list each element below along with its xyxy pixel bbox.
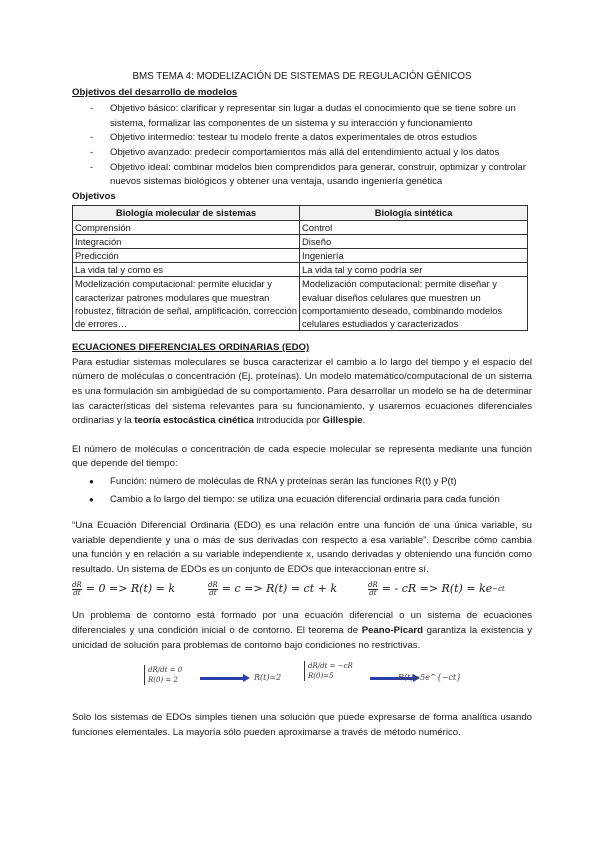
list-item: ● Cambio a lo largo del tiempo: se utiliza una ecuación diferencial ordinaria para cada función [72,493,532,508]
section-heading-objetivos-desarrollo: Objetivos del desarrollo de modelos [72,86,238,98]
objetivos-list [72,102,532,190]
table-row [73,248,528,262]
fraction-denominator: dt [209,588,217,597]
equations-row [72,578,532,600]
text-run: Para estudiar sistemas moleculares se busca caracterizar el cambio a lo largo del tiempo y el espacio del número de moléculas o concentración (Ej. proteínas). Un modelo matemático/computacional de un sistema es una formulación sin ambigüedad de su comportamiento. Para desarrollar un modelo se ha de determinar las características del sistema relevantes para su funcionamiento, y usaremos ecuaciones diferenciales ordinarias y la [72,356,532,427]
system-line: dR/dt = −cR [308,662,353,671]
fraction-denominator: dt [369,588,377,597]
equation-3 [368,582,505,597]
text-run: Un problema de contorno está formado por una ecuación diferencial o un sistema de ecuaciones diferenciales y una condición inicial o de contorno. El teorema de [72,610,532,637]
text-run: introducida por [253,415,323,427]
list-item: ● Función: número de moléculas de RNA y proteínas serán las funciones R(t) y P(t) [72,475,532,490]
column-header: Biología sintética [300,206,528,220]
list-item: - Objetivo avanzado: predecir comportamientos más allá del entendimiento actual y los datos [72,146,532,161]
paragraph-intro [72,356,532,429]
table-cell: Control [300,220,528,234]
systems-illustration [72,661,532,705]
solution-1: R(t)=2 [254,673,282,683]
table-cell: Integración [73,234,300,248]
table-cell: Ingeniería [300,248,528,262]
text-run: . [362,415,366,427]
equation-text: = 0 => R(t) = k [85,582,176,596]
document-page [72,70,532,740]
table-cell: Modelización computacional: permite diseñar y evaluar diseños celulares que muestren un comportamiento deseado, combinando modelos celulares estudiados y caracterizados [300,277,528,331]
table-label: Objetivos [72,190,116,202]
derivative-fraction [72,582,82,597]
table-row [73,277,528,331]
section-heading-edo: ECUACIONES DIFERENCIALES ORDINARIAS (EDO) [72,342,310,354]
table-cell: La vida tal y como podría ser [300,263,528,277]
system-2 [304,661,353,681]
table-header-row [73,206,528,220]
term-peano-picard: Peano-Picard [361,625,424,637]
system-line: dR/dt = 0 [148,666,183,675]
fraction-numerator: dR [368,580,378,589]
column-header: Biología molecular de sistemas [73,206,300,220]
equation-text: = - cR => R(t) = ke [381,582,493,596]
list-item: - Objetivo básico: clarificar y representar sin lugar a dudas el conocimiento que se tiene sobre un sistema, formalizar las componentes de un sistema y su interacción y funcionamiento [72,102,532,131]
table-row [73,220,528,234]
derivative-fraction [368,582,378,597]
system-line: R(0) = 2 [148,676,178,685]
equation-exponent: −ct [492,585,505,594]
table-cell: Diseño [300,234,528,248]
derivative-fraction [208,582,218,597]
system-line: R(0)=5 [308,672,334,681]
table-cell: Comprensión [73,220,300,234]
paragraph-definicion-edo: “Una Ecuación Diferencial Ordinaria (EDO) es una relación entre una función de una única variable, su variable dependiente y una o más de sus derivadas con respecto a esa variable”. Describe cómo cambia una función y en relación a su variable independiente x, usando derivadas y obteniendo una función como resultado. Un sistema de EDOs es un conjunto de EDOs que interaccionan entre sí. [72,520,532,575]
objetivos-table [72,205,528,331]
term-teoria-estocastica: teoría estocástica cinética [134,415,254,427]
list-item: - Objetivo intermedio: testear tu modelo frente a datos experimentales de otros estudios [72,131,532,146]
term-gillespie: Gillespie [322,415,363,427]
table-row [73,263,528,277]
table-cell: La vida tal y como es [73,263,300,277]
solution-2: R(t)=5e^{−ct} [398,673,462,683]
fraction-numerator: dR [72,580,82,589]
table-cell: Predicción [73,248,300,262]
text-run: garantiza la existencia y unicidad de solución para problemas de contorno bajo condiciones no restrictivas. [72,625,532,651]
list-item: - Objetivo ideal: combinar modelos bien comprendidos para generar, construir, optimizar y controlar nuevos sistemas biológicos y obtener una ventaja, usando ingeniería genética [72,161,532,190]
paragraph-soluciones: Solo los sistemas de EDOs simples tienen una solución que puede expresarse de forma analítica usando funciones elementales. La mayoría sólo pueden aproximarse a través de método numérico. [72,712,532,738]
arrow-right-icon [200,677,244,680]
fraction-denominator: dt [73,588,81,597]
table-cell: Modelización computacional: permite elucidar y caracterizar patrones modulares que muestran robustez, filtración de señal, amplificación, corrección de errores… [73,277,300,331]
fraction-numerator: dR [208,580,218,589]
equation-1 [72,582,208,597]
paragraph-contorno [72,609,532,653]
equation-2 [208,582,368,597]
page-title: BMS TEMA 4: MODELIZACIÓN DE SISTEMAS DE REGULACIÓN GÉNICOS [132,71,472,82]
table-row [73,234,528,248]
equation-text: = c => R(t) = ct + k [221,582,338,596]
funciones-list [72,475,532,507]
paragraph-funciones: El número de moléculas o concentración de cada especie molecular se representa mediante una función que depende del tiempo: [72,443,532,470]
system-1 [144,665,182,685]
